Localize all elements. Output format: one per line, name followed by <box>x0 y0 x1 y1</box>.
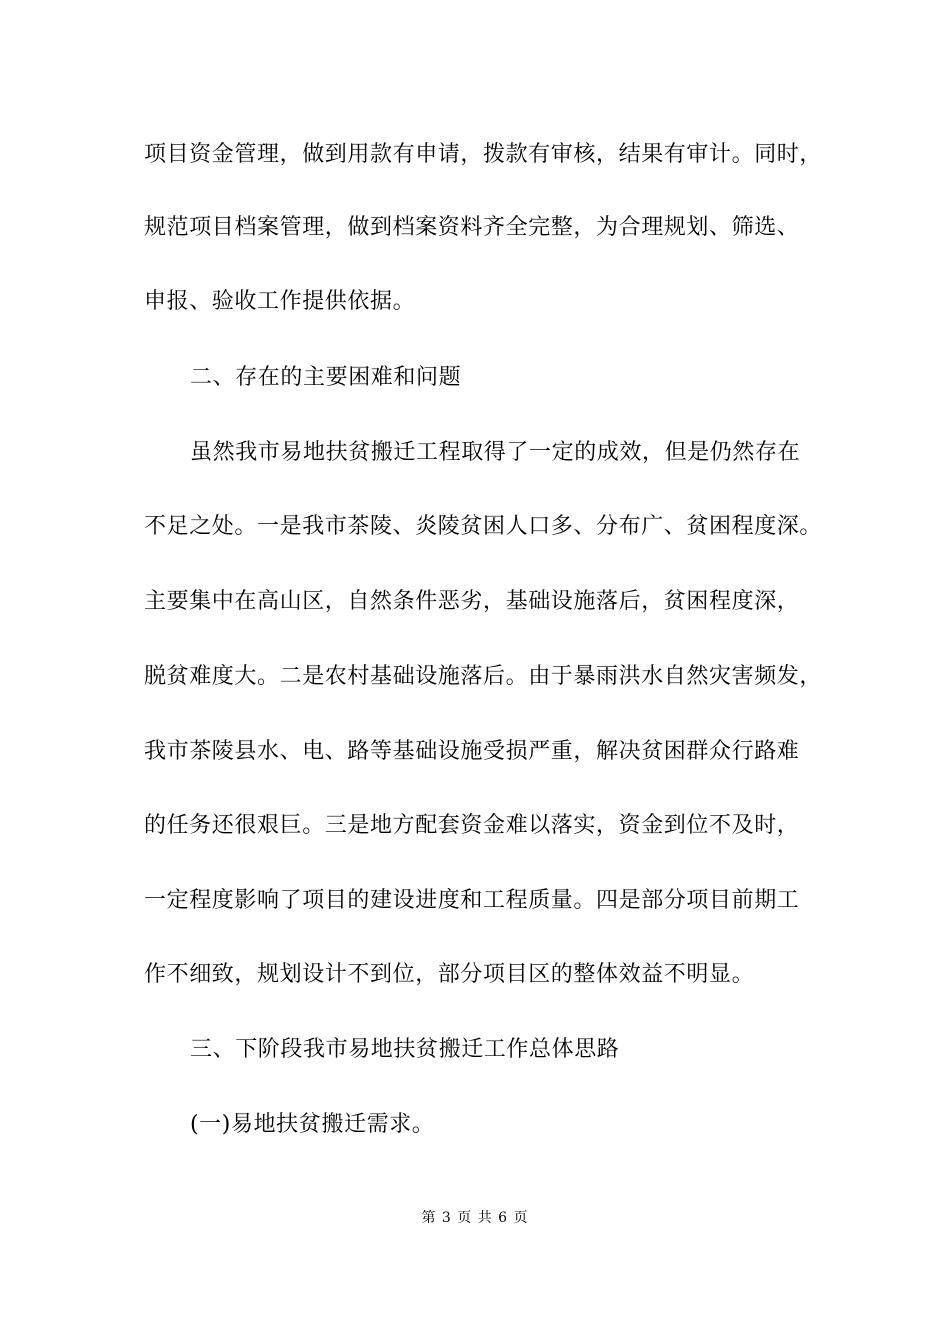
body-line-11: 一定程度影响了项目的建设进度和工程质量。四是部分项目前期工 <box>144 888 800 913</box>
section-heading-3: 三、下阶段我市易地扶贫搬迁工作总体思路 <box>190 1037 620 1062</box>
body-line-6: 不足之处。一是我市茶陵、炎陵贫困人口多、分布广、贫困程度深。 <box>144 514 823 539</box>
subsection-heading-1: (一)易地扶贫搬迁需求。 <box>190 1112 435 1137</box>
body-line-12: 作不细致，规划设计不到位，部分项目区的整体效益不明显。 <box>144 962 755 987</box>
page-number-footer: 第 3 页 共 6 页 <box>421 1210 529 1226</box>
body-line-9: 我市茶陵县水、电、路等基础设施受损严重，解决贫困群众行路难 <box>144 739 800 764</box>
body-line-5: 虽然我市易地扶贫搬迁工程取得了一定的成效，但是仍然存在 <box>190 440 801 465</box>
body-line-1: 项目资金管理，做到用款有申请，拨款有审核，结果有审计。同时， <box>144 142 823 167</box>
section-heading-2: 二、存在的主要困难和问题 <box>190 365 462 390</box>
body-line-10: 的任务还很艰巨。三是地方配套资金难以落实，资金到位不及时， <box>144 813 800 838</box>
body-line-2: 规范项目档案管理，做到档案资料齐全完整，为合理规划、筛选、 <box>144 215 800 240</box>
body-line-3: 申报、验收工作提供依据。 <box>144 289 416 314</box>
body-line-7: 主要集中在高山区，自然条件恶劣，基础设施落后，贫困程度深， <box>144 589 800 614</box>
body-line-8: 脱贫难度大。二是农村基础设施落后。由于暴雨洪水自然灾害频发， <box>144 664 823 689</box>
